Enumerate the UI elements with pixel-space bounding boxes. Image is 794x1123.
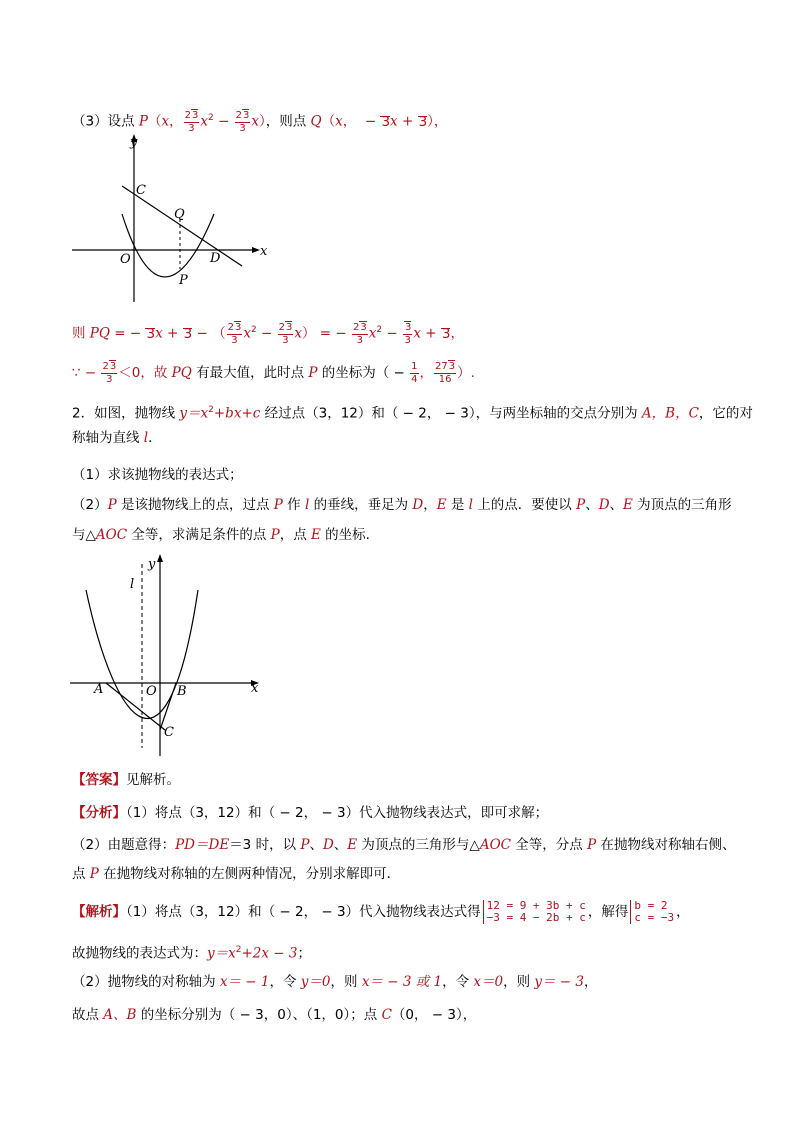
because-line: ∵ − $\frac{23}{3}$ ＜0，故 PQ 有最大值，此时点 P 的坐标为（ − $\frac{1}{4}$ ， $\frac{273}{16}$ ）. (72, 360, 475, 385)
fraction: $\frac{23}{3}$ (278, 321, 293, 346)
equation-system: 12 = 9 + 3b + c −3 = 4 − 2b + c (483, 900, 586, 924)
label-o: O (146, 684, 157, 699)
parabola (122, 214, 214, 277)
text: x + (155, 325, 183, 342)
fraction: $\frac{1}{4}$ (411, 360, 418, 385)
fraction: $\frac{23}{3}$ (227, 321, 242, 346)
text: （2） (72, 497, 108, 513)
analysis-line3: 点 P 在抛物线对称轴的左侧两种情况，分别求解即可． (72, 866, 401, 882)
solution-tag: 【解析】 (72, 904, 126, 920)
label-y: y (130, 135, 138, 150)
q2-sub3: 与△AOC 全等，求满足条件的点 P，点 E 的坐标． (72, 527, 380, 543)
figure-1-parabola-line (66, 130, 276, 308)
label-d: D (210, 251, 221, 266)
text: 称轴为直线 (72, 430, 144, 446)
point-p: P (107, 497, 117, 513)
eq: y＝x (179, 405, 209, 422)
text: 则 (72, 325, 90, 342)
text: ，则点 (265, 113, 311, 130)
label-a: A (94, 682, 104, 697)
q2-line2 (72, 428, 162, 448)
pq: PQ (89, 325, 110, 342)
analysis-line2: （2）由题意得：PD＝DE＝3 时，以 P、D、E 为顶点的三角形与△AOC 全等，分点 P 在抛物线对称轴右侧、 (72, 837, 736, 853)
fraction: $\frac{23}{3}$ (235, 109, 250, 134)
text: 的坐标为（ − (317, 365, 410, 381)
text: 设点 (107, 113, 139, 130)
text: − (382, 325, 402, 342)
text: 经过点（3，12）和（ − 2， − 3），与两坐标轴的交点分别为 (260, 405, 642, 422)
text: ， (450, 325, 464, 342)
part3-line: （3）设点 P（x， $\frac{23}{3}$ $x^2$ − $\frac{23}{3}$ x），则点 Q（x， − 3x + 3）， (72, 109, 448, 134)
text: ）， (427, 113, 448, 130)
var-x: x (161, 113, 170, 130)
text: 是该抛物线上的点，过点 (116, 497, 274, 513)
fraction: $\frac{23}{3}$ (102, 361, 117, 385)
text: 与△ (72, 527, 96, 543)
triangle: AOC (95, 527, 128, 543)
label-x: x (260, 244, 268, 259)
sup: 2 (208, 405, 214, 415)
text: （1）求该抛物线的表达式； (72, 467, 243, 483)
label-c: C (164, 725, 174, 740)
text: ∵ − (72, 365, 101, 381)
text: （1）将点（3，12）和（ − 2， − 3）代入抛物线表达式，即可求解； (126, 805, 549, 821)
analysis-tag: 【分析】 (72, 805, 126, 821)
points: A，B，C (641, 405, 699, 422)
fraction: $\frac{23}{3}$ (352, 321, 367, 346)
label-o: O (120, 252, 131, 267)
y-axis-arrow (157, 554, 163, 562)
part-label: （3） (72, 113, 108, 130)
solution-line1: 【解析】（1）将点（3，12）和（ − 2， − 3）代入抛物线表达式得 12 = 9 + 3b + c −3 = 4 − 2b + c ，解得 b = 2 c = −3 ， (72, 899, 690, 924)
pq: PQ (171, 365, 192, 381)
text: − （ (192, 325, 226, 342)
minus: − (213, 113, 234, 130)
q2-line1 (72, 400, 753, 424)
text: − (129, 325, 146, 342)
line-l: l (143, 430, 149, 446)
point-p: P (138, 113, 148, 130)
x-axis-arrow (252, 247, 260, 253)
fraction: $\frac{23}{3}$ (184, 109, 199, 134)
text: 有最大值，此时点 (191, 365, 309, 381)
text: 2．如图，抛物线 (72, 405, 180, 422)
text: ＜0，故 (118, 365, 172, 381)
label-x: x (251, 681, 259, 696)
label-y: y (148, 557, 156, 572)
text: 作 (282, 497, 305, 513)
label-q: Q (174, 207, 185, 222)
text: ） = − (301, 325, 351, 342)
answer-line (72, 770, 180, 790)
analysis-line1 (72, 803, 548, 823)
eq: = (109, 325, 130, 342)
text: ，它的对 (698, 405, 753, 422)
line-cd (122, 186, 242, 266)
text: − (364, 113, 381, 130)
eq: +bx+c (213, 405, 261, 422)
solution-line3: （2）抛物线的对称轴为 x＝ − 1，令 y＝0，则 x＝ − 3 或 1，令 x＝0，则 y＝ − 3， (72, 974, 598, 990)
segment-bc (160, 683, 176, 730)
point-p: P (308, 365, 318, 381)
figure-2-parabola (66, 550, 266, 762)
text: x + (413, 325, 441, 342)
label-b: B (177, 684, 187, 699)
label-p: P (179, 273, 188, 288)
text: x + (390, 113, 418, 130)
solution-line2: 故抛物线的表达式为：$y=x^2+2x - 3$； (72, 945, 311, 962)
answer-tag: 【答案】 (72, 772, 126, 788)
q2-sub1 (72, 465, 243, 485)
text: ）. (457, 365, 475, 381)
point-q: Q (310, 113, 322, 130)
label-l: l (130, 577, 135, 592)
text: ． (148, 430, 162, 446)
q2-sub2: （2）P 是该抛物线上的点，过点 P 作 l 的垂线，垂足为 D，E 是 l 上的点．要使以 P、D、E 为顶点的三角形 (72, 497, 732, 513)
fraction: $\frac{3}{3}$ (404, 321, 412, 346)
solution-system: b = 2 c = −3 (630, 900, 674, 924)
text: 见解析。 (126, 772, 180, 788)
pd-eq: PD＝DE (175, 837, 230, 853)
text: 的垂线，垂足为 (309, 497, 413, 513)
pq-line: 则 PQ = − 3x + 3 − （ $\frac{23}{3}$ $x^2$ − $\frac{23}{3}$ x） = − $\frac{23}{3}$ $x^2$ − $\frac{3}{3}$ x + 3， (72, 321, 464, 346)
label-c: C (136, 183, 146, 198)
solution-line4: 故点 A、B 的坐标分别为（ − 3，0）、（1，0）；点 C（0， − 3）， (72, 1007, 477, 1023)
fraction: $\frac{273}{16}$ (435, 361, 456, 385)
